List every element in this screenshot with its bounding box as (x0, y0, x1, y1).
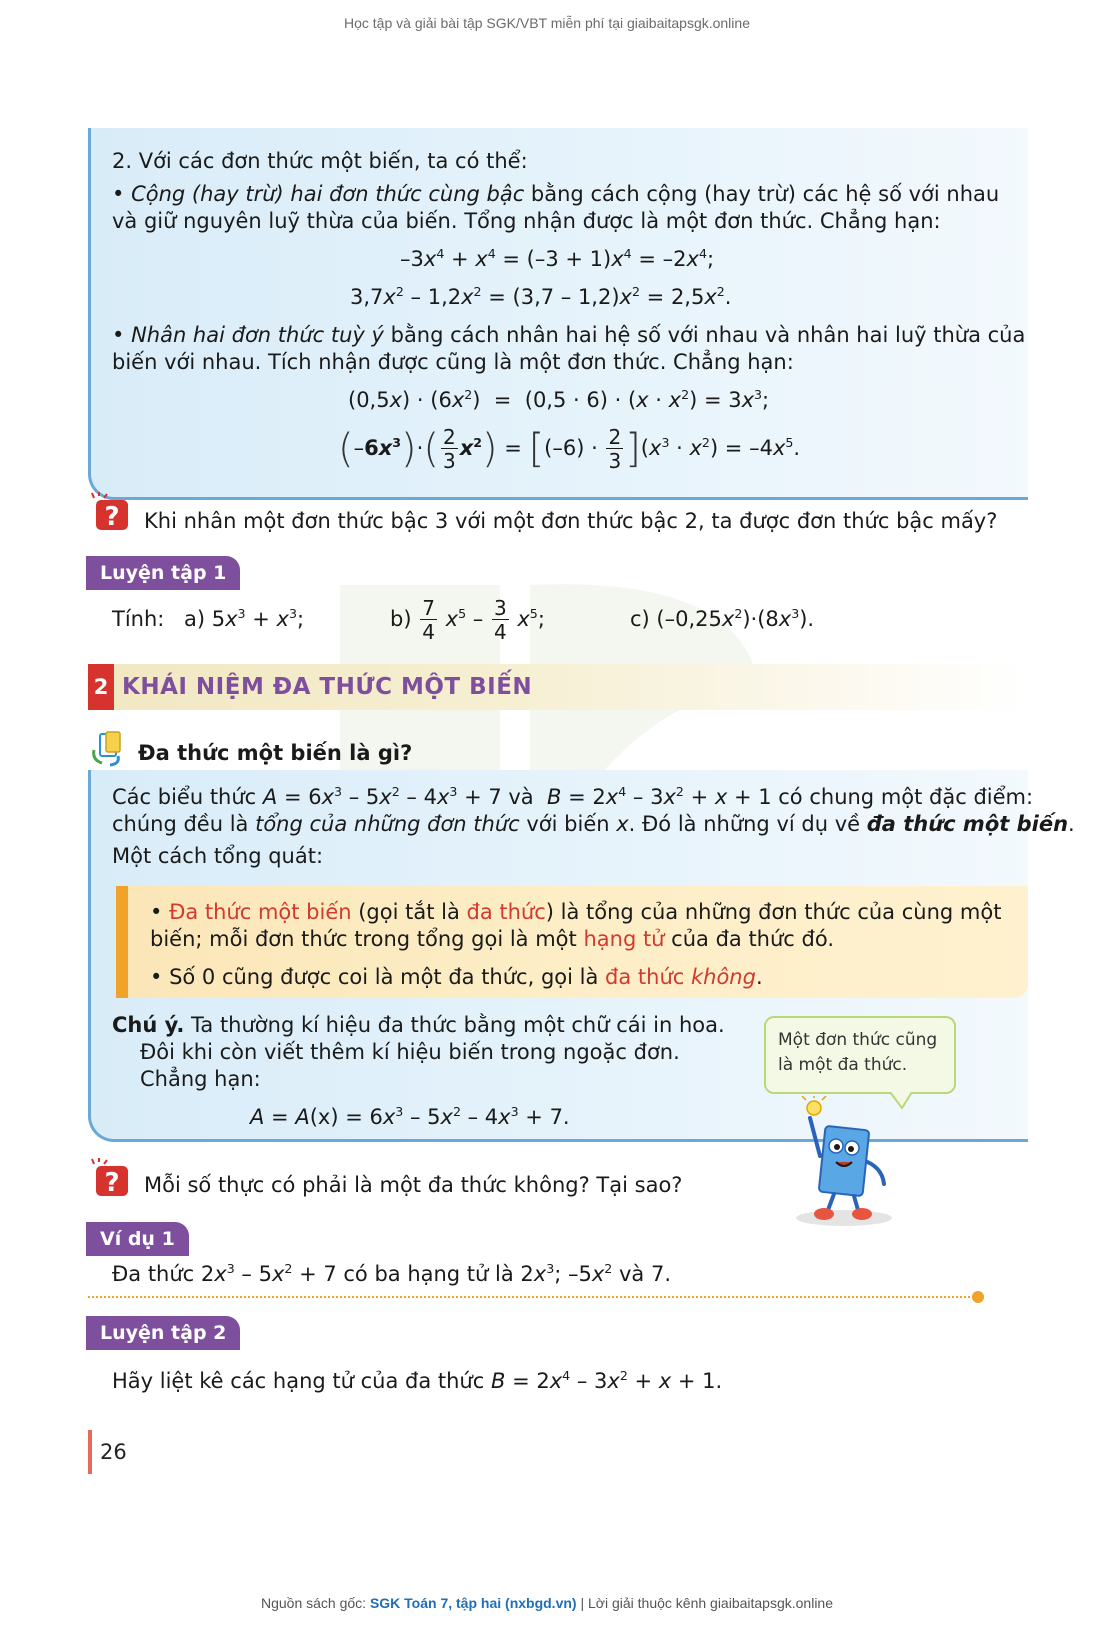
page-header: Học tập và giải bài tập SGK/VBT miễn phí tại giaibaitapsgk.online (344, 15, 750, 31)
definition-line-3: • Số 0 cũng được coi là một đa thức, gọi là đa thức không. (150, 965, 763, 989)
add-rule-term: Cộng (hay trừ) hai đơn thức cùng bậc (131, 182, 525, 206)
note-line-3: Chẳng hạn: (140, 1067, 261, 1091)
explore-title: Đa thức một biến là gì? (138, 741, 413, 765)
note-line-1: Chú ý. Ta thường kí hiệu đa thức bằng một chữ cái in hoa. (112, 1013, 725, 1037)
theory-intro: 2. Với các đơn thức một biến, ta có thể: (112, 149, 528, 173)
question-2-text: Mỗi số thực có phải là một đa thức không? Tại sao? (144, 1173, 683, 1197)
formula-mul-2: $(-6x^3)\cdot$( $\frac{2}{3}$ $x^2) = [(-6)$ · $\frac{2}{3}$ ]$(x^3 \cdot x^2) = -4x^5$. (338, 425, 801, 473)
example-1-text: Đa thức $2x^3 - 5x^2 + 7$ có ba hạng tử là $2x^3$; $-5x^2$ và 7. (112, 1261, 671, 1286)
mascot-icon (784, 1096, 894, 1228)
svg-text:?: ? (104, 1168, 120, 1198)
svg-text:?: ? (104, 502, 120, 532)
practice-1-b: b) $\frac{7}{4}$ $x^5$ – $\frac{3}{4}$ $x^5$; (390, 596, 545, 644)
theory-add-rule-line2: và giữ nguyên luỹ thừa của biến. Tổng nhận được là một đơn thức. Chẳng hạn: (112, 209, 941, 233)
practice-2-label: Luyện tập 2 (86, 1316, 240, 1350)
formula-add-2: $3,7x^2 - 1,2x^2 = (3,7 - 1,2)x^2 = 2,5x^2$. (350, 284, 732, 309)
practice-1-c: c) $(-0,25x^2)\cdot(8x^3)$. (630, 606, 815, 631)
section-2-number: 2 (88, 664, 114, 710)
explore-line-3: Một cách tổng quát: (112, 844, 324, 868)
example-1-label: Ví dụ 1 (86, 1222, 189, 1256)
note-formula: $A = A(x) = 6x^3 - 5x^2 - 4x^3 + 7$. (250, 1104, 570, 1129)
theory-add-rule: • Cộng (hay trừ) hai đơn thức cùng bậc bằng cách cộng (hay trừ) các hệ số với nhau (112, 182, 1000, 206)
theory-mul-rule-line2: biến với nhau. Tích nhận được cũng là một đơn thức. Chẳng hạn: (112, 350, 794, 374)
practice-2-text: Hãy liệt kê các hạng tử của đa thức $B = 2x^4 - 3x^2 + x + 1$. (112, 1368, 723, 1393)
question-1-text: Khi nhân một đơn thức bậc 3 với một đơn thức bậc 2, ta được đơn thức bậc mấy? (144, 509, 998, 533)
mul-rule-term: Nhân hai đơn thức tuỳ ý (131, 323, 384, 347)
page-footer: Nguồn sách gốc: SGK Toán 7, tập hai (nxbgd.vn) | Lời giải thuộc kênh giaibaitapsgk.online (260, 1595, 834, 1611)
definition-line-1: • Đa thức một biến (gọi tắt là đa thức) là tổng của những đơn thức của cùng một (150, 900, 1002, 924)
add-rule-text: bằng cách cộng (hay trừ) các hệ số với nhau (524, 182, 1000, 206)
question-icon (90, 492, 132, 532)
practice-1-label: Luyện tập 1 (86, 556, 240, 590)
example-divider-dot (972, 1291, 984, 1303)
explore-line-1: Các biểu thức $A = 6x^3 - 5x^2 - 4x^3 + 7$ và $B = 2x^4 - 3x^2 + x + 1$ có chung một đặc điểm: (112, 784, 1034, 809)
note-line-2: Đôi khi còn viết thêm kí hiệu biến trong ngoặc đơn. (140, 1040, 680, 1064)
explore-line-2: chúng đều là tổng của những đơn thức với biến x. Đó là những ví dụ về đa thức một biến. (112, 812, 1075, 836)
question-icon (90, 1158, 132, 1198)
theory-mul-rule: • Nhân hai đơn thức tuỳ ý bằng cách nhân hai hệ số với nhau và nhân hai luỹ thừa của (112, 323, 1026, 347)
practice-1-prompt: Tính: (112, 607, 165, 631)
section-2-title: KHÁI NIỆM ĐA THỨC MỘT BIẾN (122, 674, 533, 700)
definition-line-2: biến; mỗi đơn thức trong tổng gọi là một hạng tử của đa thức đó. (150, 927, 835, 951)
formula-mul-1: $(0,5x) \cdot (6x^2) = (0,5 \cdot 6) \cdot (x \cdot x^2) = 3x^3$; (348, 387, 770, 412)
example-divider (88, 1296, 978, 1298)
mul-rule-text: bằng cách nhân hai hệ số với nhau và nhân hai luỹ thừa của (383, 323, 1026, 347)
formula-add-1: $-3x^4 + x^4 = (-3 + 1)x^4 = -2x^4$; (400, 246, 715, 271)
explore-icon (88, 730, 126, 768)
page-number: 26 (88, 1430, 128, 1474)
practice-1-a: a) $5x^3 + x^3$; (184, 606, 305, 631)
speech-bubble: Một đơn thức cũng là một đa thức. (764, 1016, 956, 1094)
footer-source-link[interactable]: SGK Toán 7, tập hai (nxbgd.vn) (369, 1595, 577, 1611)
